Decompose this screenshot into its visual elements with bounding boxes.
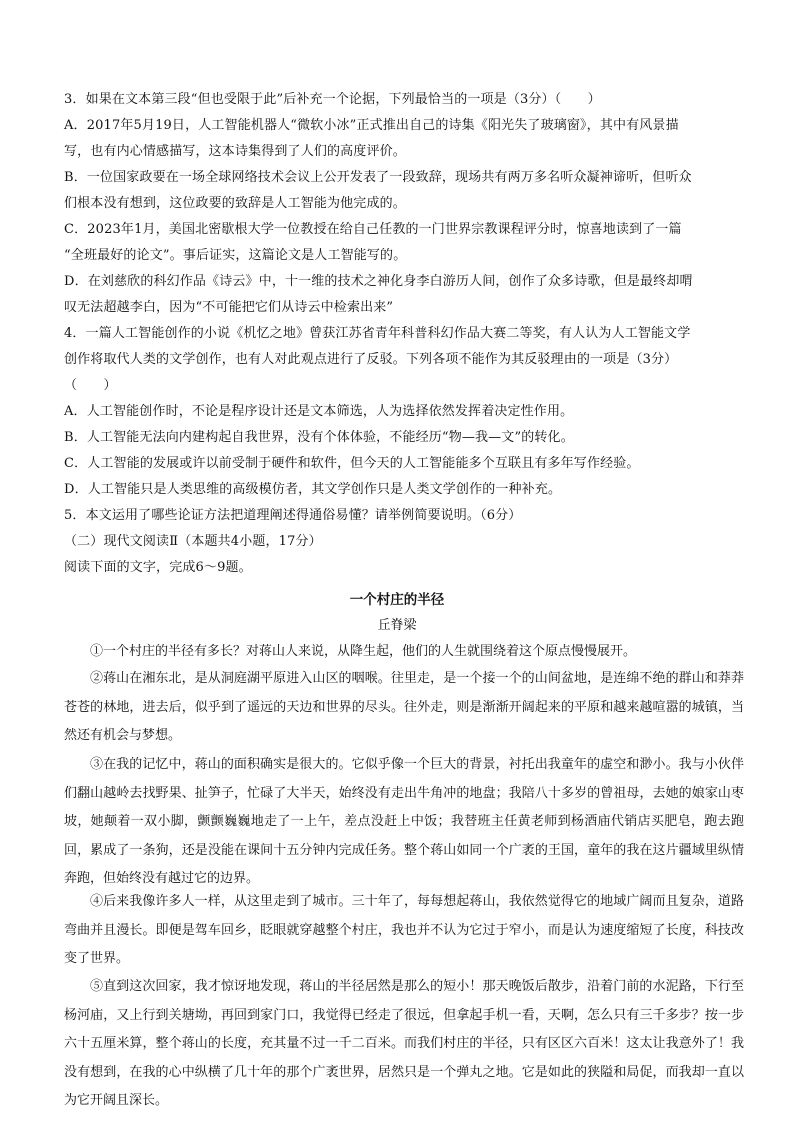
question-4-option-d: D．人工智能只是人类思维的高级模仿者，其文学创作只是人类文学创作的一种补充。 — [64, 482, 562, 497]
question-3-stem: 3．如果在文本第三段“但也受限于此”后补充一个论据，下列最恰当的一项是（3分）（ ） — [64, 92, 601, 107]
question-4-stem-line2: 创作将取代人类的文学创作，也有人对此观点进行了反驳。下列各项不能作为其反驳理由的一项是（3分） — [64, 352, 678, 367]
question-5: 5．本文运用了哪些论证方法把道理阐述得通俗易懂？请举例简要说明。（6分） — [64, 508, 522, 523]
question-3-option-c-line1: C．2023年1月，美国北密歇根大学一位教授在给自己任教的一门世界宗教课程评分时，惊喜地读到了一篇 — [64, 222, 682, 237]
section-instruction: 阅读下面的文字，完成6～9题。 — [64, 560, 252, 575]
question-3-option-b-line2: 们根本没有想到，这位政要的致辞是人工智能为他完成的。 — [64, 196, 406, 211]
question-3-option-c-line2: “全班最好的论文”。事后证实，这篇论文是人工智能写的。 — [64, 248, 407, 263]
question-4-option-a: A．人工智能创作时，不论是程序设计还是文本筛选，人为选择依然发挥着决定性作用。 — [64, 404, 574, 419]
article-paragraph-3: ③在我的记忆中，蒋山的面积确实是很大的。它似乎像一个巨大的背景，衬托出我童年的虚空和渺小。我与小伙伴们翻山越岭去找野果、扯笋子，忙碌了大半天，始终没有走出牛角冲的地盘；我陪八十多岁的曾祖母，去她的娘家山枣坡，她颠着一双小脚，颤颤巍巍地走了一上午，差点没赶上中饭；我替班主任黄老师到杨酒庙代销店买肥皂，跑去跑回，累成了一条狗，还是没能在课间十五分钟内完成任务。整个蒋山如同一个广袤的王国，童年的我在这片疆域里纵情奔跑，但始终没有越过它的边界。 — [64, 757, 744, 887]
article-paragraph-5: ⑤直到这次回家，我才惊讶地发现，蒋山的半径居然是那么的短小！那天晚饭后散步，沿着门前的水泥路，下行至杨河庙，又上行到关塘坳，再回到家门口，我觉得已经走了很远，但拿起手机一看，天啊，怎么只有三千多步？按一步六十五厘米算，整个蒋山的长度，充其量不过一千二百米。而我们村庄的半径，只有区区六百米！这太让我意外了！我没有想到，在我的心中纵横了几十年的那个广袤世界，居然只是一个弹丸之地。它是如此的狭隘和局促，而我却一直以为它开阔且深长。 — [64, 979, 744, 1109]
question-4-stem-line3: （ ） — [64, 378, 117, 393]
article-paragraph-1: ①一个村庄的半径有多长？对蒋山人来说，从降生起，他们的人生就围绕着这个原点慢慢展开。 — [90, 644, 637, 659]
article-paragraph-2: ②蒋山在湘东北，是从洞庭湖平原进入山区的咽喉。往里走，是一个接一个的山间盆地，是连绵不绝的群山和莽莽苍苍的林地，进去后，似乎到了遥远的天边和世界的尽头。往外走，则是渐渐开阔起来的平原和越来越喧嚣的城镇，当然还有机会与梦想。 — [64, 671, 744, 744]
question-4-stem-line1: 4．一篇人工智能创作的小说《机忆之地》曾获江苏省青年科普科幻作品大赛二等奖，有人认为人工智能文学 — [64, 326, 691, 341]
question-3-option-a-line1: A．2017年5月19日，人工智能机器人“微软小冰”正式推出自己的诗集《阳光失了玻璃窗》，其中有风景描 — [64, 118, 679, 133]
article-paragraph-4: ④后来我像许多人一样，从这里走到了城市。三十年了，每每想起蒋山，我依然觉得它的地域广阔而且复杂，道路弯曲并且漫长。即便是驾车回乡，眨眼就穿越整个村庄，我也并不认为它过于窄小，而是认为速度缩短了长度，科技改变了世界。 — [64, 894, 744, 967]
question-3-option-d-line2: 叹无法超越李白，因为“不可能把它们从诗云中检索出来” — [64, 300, 394, 315]
article-author: 丘脊梁 — [377, 618, 417, 633]
question-3-option-b-line1: B．一位国家政要在一场全球网络技术会议上公开发表了一段致辞，现场共有两万多名听众凝神谛听，但听众 — [64, 170, 692, 185]
section-heading: （二）现代文阅读Ⅱ（本题共4小题，17分） — [64, 534, 322, 549]
article-title: 一个村庄的半径 — [349, 592, 445, 608]
question-3-option-a-line2: 写，也有内心情感描写，这本诗集得到了人们的高度评价。 — [64, 144, 406, 159]
question-4-option-b: B．人工智能无法向内建构起自我世界，没有个体体验，不能经历“物—我—文”的转化。 — [64, 430, 574, 445]
question-3-option-d-line1: D．在刘慈欣的科幻作品《诗云》中，十一维的技术之神化身李白游历人间，创作了众多诗歌，但是最终却喟 — [64, 274, 693, 289]
question-4-option-c: C．人工智能的发展或许以前受制于硬件和软件，但今天的人工智能能多个互联且有多年写作经验。 — [64, 456, 640, 471]
